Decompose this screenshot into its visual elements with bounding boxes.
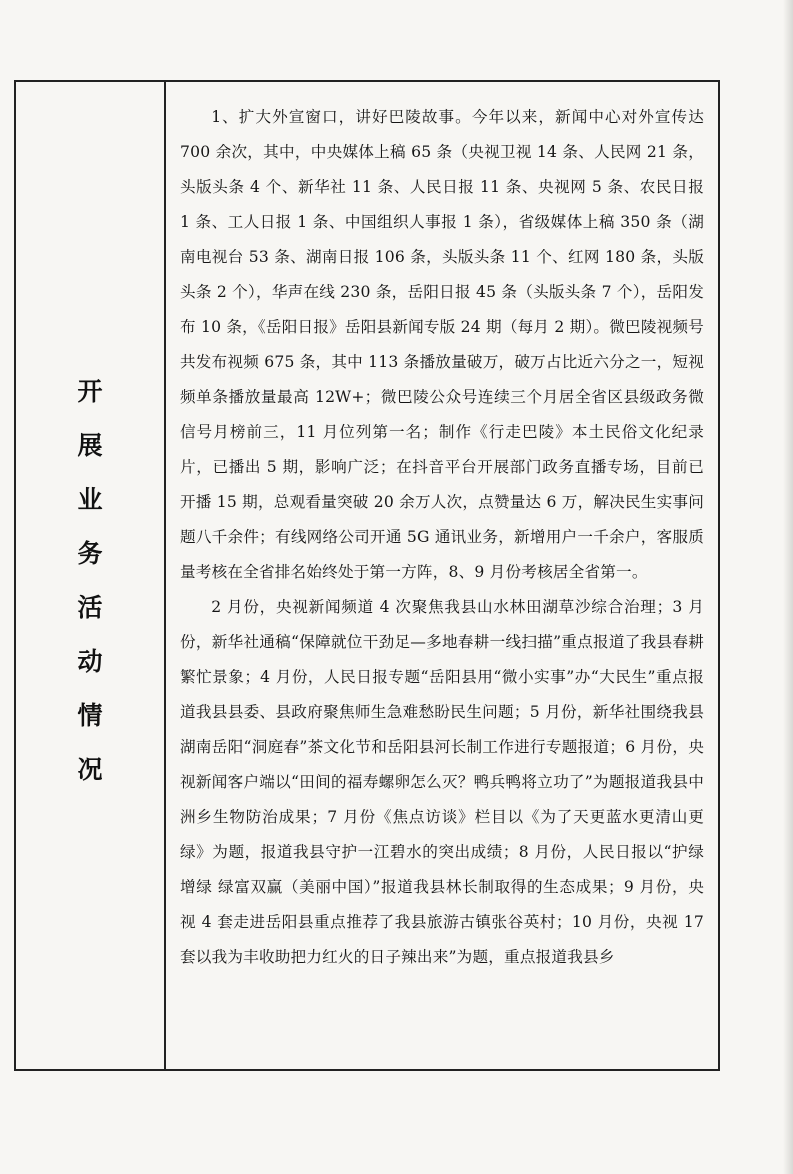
section-label-cell xyxy=(16,82,166,1069)
section-label-char: 动 xyxy=(77,646,103,676)
page-edge-shadow xyxy=(783,0,793,1174)
section-label-char: 展 xyxy=(77,430,103,460)
form-table xyxy=(14,80,720,1071)
section-label-char: 开 xyxy=(77,376,103,406)
content-cell xyxy=(166,82,718,1069)
section-label-char: 情 xyxy=(77,700,103,730)
section-label-char: 业 xyxy=(77,484,103,514)
section-label-char: 况 xyxy=(77,754,103,784)
section-label-char: 务 xyxy=(77,538,103,568)
section-label-char: 活 xyxy=(77,592,103,622)
paragraph-external-publicity: 1、扩大外宣窗口，讲好巴陵故事。今年以来，新闻中心对外宣传达 700 余次，其中，中央媒体上稿 65 条（央视卫视 14 条、人民网 21 条，头版头条 4 个、新华社 11 条、人民日报 11 条、央视网 5 条、农民日报 1 条、工人日报 1 条、中国组织人事报 1 条），省级媒体上稿 350 条（湖南电视台 53 条、湖南日报 106 条，头版头条 11 个、红网 180 条，头版头条 2 个），华声在线 230 条，岳阳日报 45 条（头版头条 7 个），岳阳发布 10 条，《岳阳日报》岳阳县新闻专版 24 期（每月 2 期）。微巴陵视频号共发布视频 675 条，其中 113 条播放量破万，破万占比近六分之一，短视频单条播放量最高 12W+；微巴陵公众号连续三个月居全省区县级政务微信号月榜前三，11 月位列第一名；制作《行走巴陵》本土民俗文化纪录片，已播出 5 期，影响广泛；在抖音平台开展部门政务直播专场，目前已开播 15 期，总观看量突破 20 余万人次，点赞量达 6 万，解决民生实事问题八千余件；有线网络公司开通 5G 通讯业务，新增用户一千余户，客服质量考核在全省排名始终处于第一方阵，8、9 月份考核居全省第一。 xyxy=(180,108,704,581)
paragraph-monthly-coverage: 2 月份，央视新闻频道 4 次聚焦我县山水林田湖草沙综合治理；3 月份，新华社通稿“保障就位干劲足—多地春耕一线扫描”重点报道了我县春耕繁忙景象；4 月份，人民日报专题“岳阳县用“微小实事”办“大民生”重点报道我县县委、县政府聚焦师生急难愁盼民生问题；5 月份，新华社围绕我县湖南岳阳“洞庭春”茶文化节和岳阳县河长制工作进行专题报道；6 月份，央视新闻客户端以“田间的福寿螺卵怎么灭？鸭兵鸭将立功了”为题报道我县中洲乡生物防治成果；7 月份《焦点访谈》栏目以《为了天更蓝水更清山更绿》为题，报道我县守护一江碧水的突出成绩；8 月份，人民日报以“护绿增绿 绿富双赢（美丽中国）”报道我县林长制取得的生态成果；9 月份，央视 4 套走进岳阳县重点推荐了我县旅游古镇张谷英村；10 月份，央视 17 套以我为丰收助把力红火的日子辣出来”为题，重点报道我县乡 xyxy=(180,598,704,966)
